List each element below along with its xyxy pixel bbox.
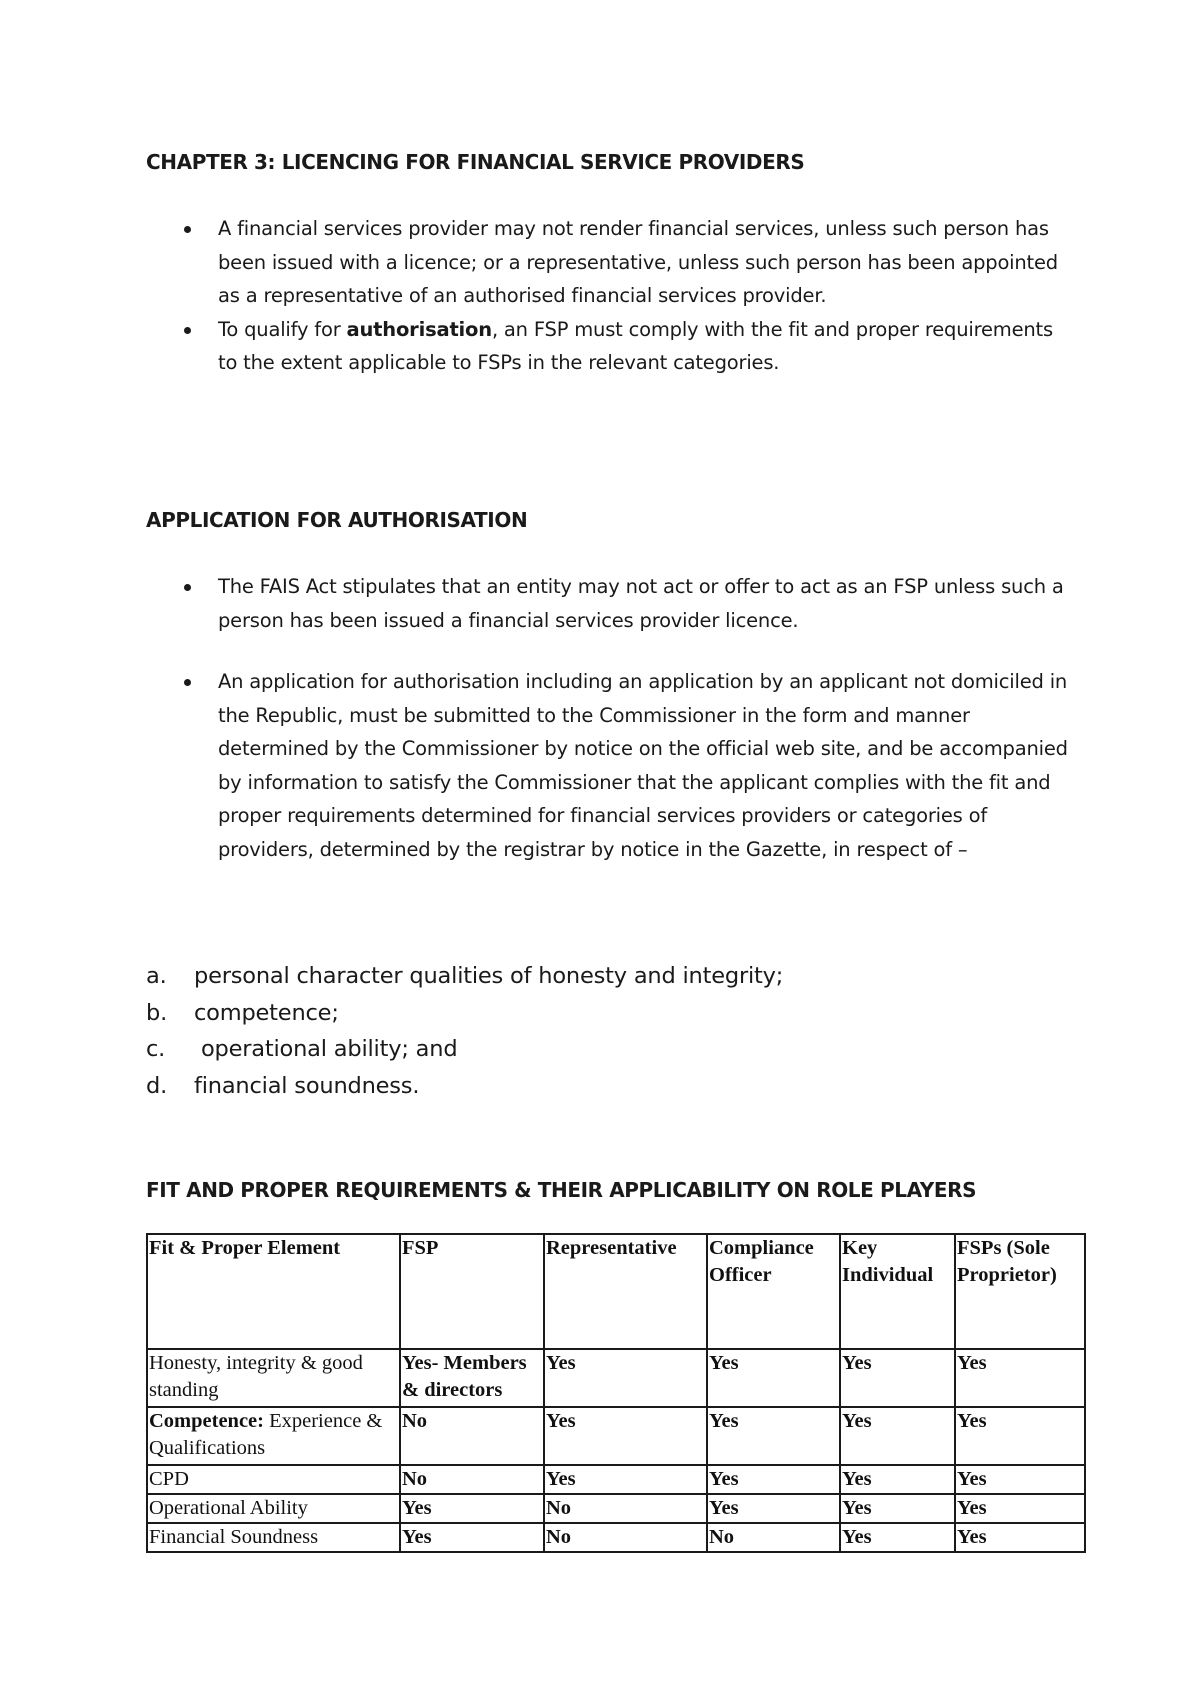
table-cell: CPD (147, 1465, 400, 1494)
table-cell: Yes (400, 1523, 544, 1552)
table-row (147, 1523, 1085, 1552)
list-item (146, 313, 1076, 380)
list-item (146, 995, 783, 1032)
list-item (146, 958, 783, 995)
bullet-text: A financial services provider may not render financial services, unless such person has been issued with a licence; or a representative, unless such person has been appointed as a representative of an authorised financial services provider. (218, 217, 1058, 307)
table-cell: Yes (840, 1407, 955, 1465)
column-header: Fit & Proper Element (147, 1234, 400, 1349)
column-header: FSPs (Sole Proprietor) (955, 1234, 1085, 1349)
table-cell: Yes (955, 1494, 1085, 1523)
bullet-dot-icon (184, 584, 191, 591)
column-header: Representative (544, 1234, 707, 1349)
application-bullet-list (146, 570, 1076, 866)
bullet-text: An application for authorisation including an application by an applicant not domiciled in the Republic, must be submitted to the Commissioner in the form and manner determined by the Commissioner by notice on the official web site, and be accompanied by information to satisfy the Commissioner that the applicant complies with the fit and proper requirements determined for financial services providers or categories of providers, determined by the registrar by notice in the Gazette, in respect of – (218, 670, 1068, 861)
table-cell: Yes (840, 1349, 955, 1407)
table-cell: Yes (955, 1407, 1085, 1465)
bullet-bold-term: authorisation (346, 317, 492, 341)
table-cell-bold: Competence: (149, 1410, 264, 1432)
table-header-row (147, 1234, 1085, 1349)
table-cell: Financial Soundness (147, 1523, 400, 1552)
list-item (146, 570, 1076, 637)
column-header: Compliance Officer (707, 1234, 840, 1349)
table-cell: No (400, 1465, 544, 1494)
list-marker: b. (146, 999, 168, 1026)
table-cell: Yes (707, 1349, 840, 1407)
table-cell: Yes (840, 1465, 955, 1494)
list-item (146, 212, 1076, 313)
table-cell: Yes- Members & directors (400, 1349, 544, 1407)
column-header: Key Individual (840, 1234, 955, 1349)
table-cell: Yes (544, 1407, 707, 1465)
table-row (147, 1465, 1085, 1494)
bullet-dot-icon (184, 679, 191, 686)
list-marker: a. (146, 963, 167, 989)
table-row (147, 1349, 1085, 1407)
column-header: FSP (400, 1234, 544, 1349)
table-cell: No (707, 1523, 840, 1552)
table-cell: Operational Ability (147, 1494, 400, 1523)
bullet-dot-icon (184, 226, 191, 233)
bullet-dot-icon (184, 327, 191, 334)
table-cell: Yes (707, 1407, 840, 1465)
table-cell: No (544, 1494, 707, 1523)
table-cell: Yes (955, 1465, 1085, 1494)
list-item (146, 665, 1076, 866)
table-cell: Yes (840, 1494, 955, 1523)
list-text: financial soundness. (194, 1072, 420, 1099)
bullet-text-suffix: , an FSP must comply with the fit and proper requirements to the extent applicable to FSPs in the relevant categories. (218, 317, 1053, 374)
table-row (147, 1494, 1085, 1523)
table-cell: No (400, 1407, 544, 1465)
list-item (146, 1031, 783, 1068)
list-item (146, 1068, 783, 1105)
list-marker: c. (146, 1036, 166, 1062)
list-text: competence; (194, 999, 339, 1026)
table-cell: Yes (400, 1494, 544, 1523)
table-row (147, 1407, 1085, 1465)
table-cell: Yes (707, 1494, 840, 1523)
table-cell-rest: Experience & Qualifications (149, 1410, 383, 1459)
list-text: operational ability; and (194, 1036, 458, 1062)
criteria-list (146, 958, 783, 1104)
chapter-heading: CHAPTER 3: LICENCING FOR FINANCIAL SERVICE PROVIDERS (146, 150, 805, 174)
chapter-bullet-list (146, 212, 1076, 380)
table-cell: Yes (840, 1523, 955, 1552)
table-cell: Yes (955, 1523, 1085, 1552)
fit-proper-table (146, 1233, 1086, 1553)
table-cell: Yes (955, 1349, 1085, 1407)
list-text: personal character qualities of honesty and integrity; (194, 963, 784, 989)
table-cell: Yes (544, 1349, 707, 1407)
bullet-text: The FAIS Act stipulates that an entity may not act or offer to act as an FSP unless such a person has been issued a financial services provider licence. (218, 575, 1064, 632)
table-cell: Yes (707, 1465, 840, 1494)
table-cell: No (544, 1523, 707, 1552)
list-marker: d. (146, 1072, 168, 1099)
fit-proper-heading: FIT AND PROPER REQUIREMENTS & THEIR APPLICABILITY ON ROLE PLAYERS (146, 1178, 977, 1202)
table-cell: Yes (544, 1465, 707, 1494)
table-cell (147, 1407, 400, 1465)
application-heading: APPLICATION FOR AUTHORISATION (146, 508, 528, 532)
table-cell: Honesty, integrity & good standing (147, 1349, 400, 1407)
bullet-text-prefix: To qualify for (218, 317, 347, 341)
